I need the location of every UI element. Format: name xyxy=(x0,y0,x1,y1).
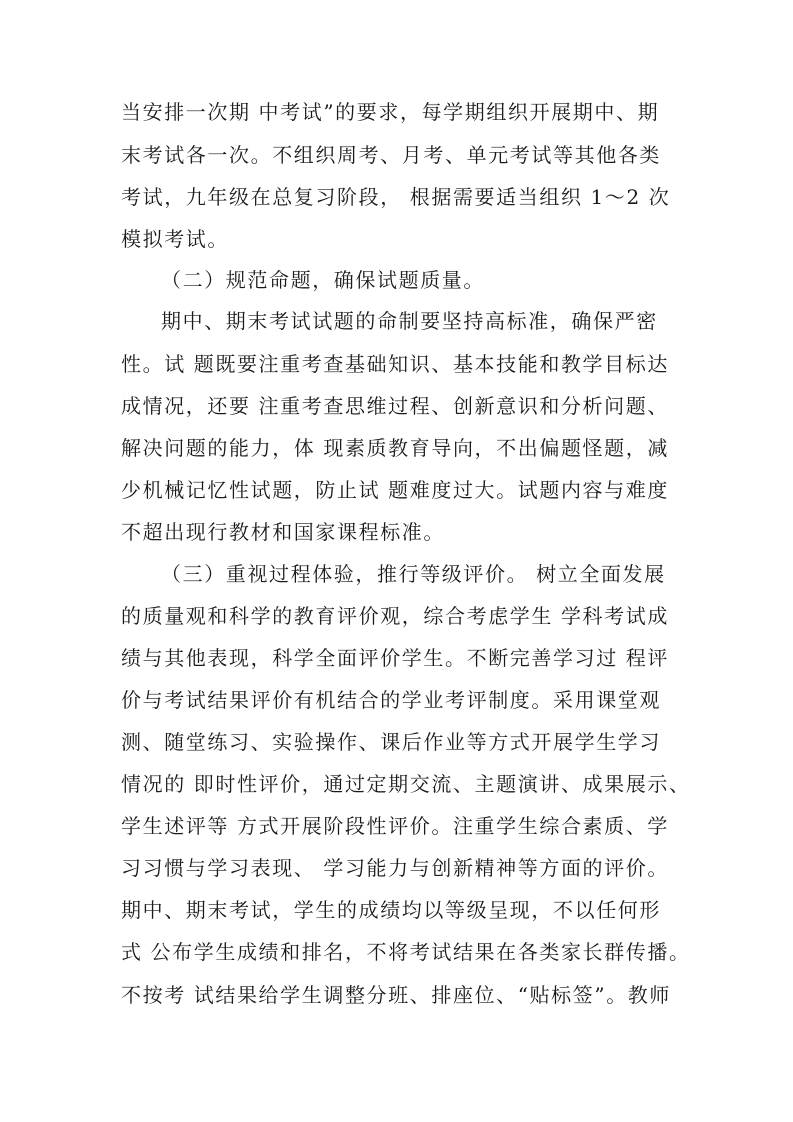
body-text-line: 末考试各一次。不组织周考、月考、单元考试等其他各类 xyxy=(121,143,661,167)
body-text-line: 当安排一次期 中考试”的要求，每学期组织开展期中、期 xyxy=(121,100,660,124)
body-text-line: 期中、期末考试，学生的成绩均以等级呈现，不以任何形 xyxy=(121,898,661,922)
body-text-line: 学生述评等 方式开展阶段性评价。注重学生综合素质、学 xyxy=(121,814,669,838)
body-text-line: 模拟考试。 xyxy=(121,227,229,251)
body-text-line: 解决问题的能力，体 现素质教育导向，不出偏题怪题，减 xyxy=(121,436,669,460)
body-text-line: 性。试 题既要注重考查基础知识、基本技能和教学目标达 xyxy=(121,352,669,376)
body-text-line: 绩与其他表现，科学全面评价学生。不断完善学习过 程评 xyxy=(121,646,669,670)
section-heading: （三）重视过程体验，推行等级评价。 树立全面发展 xyxy=(161,562,666,586)
body-text-line: 习习惯与学习表现、 学习能力与创新精神等方面的评价。 xyxy=(121,856,669,880)
body-text-line: 期中、期末考试试题的命制要坚持高标准，确保严密 xyxy=(161,309,658,333)
body-text-line: 测、随堂练习、实验操作、课后作业等方式开展学生学习 xyxy=(121,730,661,754)
body-text-line: 不按考 试结果给学生调整分班、排座位、“贴标签”。教师 xyxy=(121,983,672,1007)
body-text-line: 不超出现行教材和国家课程标准。 xyxy=(121,520,445,544)
body-text-line: 少机械记忆性试题，防止试 题难度过大。试题内容与难度 xyxy=(121,478,669,502)
body-text-line: 情况的 即时性评价，通过定期交流、主题演讲、成果展示、 xyxy=(121,772,691,796)
body-text-line: 成情况，还要 注重考查思维过程、创新意识和分析问题、 xyxy=(121,394,669,418)
body-text-line: 考试，九年级在总复习阶段， 根据需要适当组织 1～2 次 xyxy=(121,185,671,209)
body-text-line: 价与考试结果评价有机结合的学业考评制度。采用课堂观 xyxy=(121,688,661,712)
body-text-line: 的质量观和科学的教育评价观，综合考虑学生 学科考试成 xyxy=(121,604,669,628)
section-heading: （二）规范命题，确保试题质量。 xyxy=(161,268,485,292)
body-text-line: 式 公布学生成绩和排名，不将考试结果在各类家长群传播。 xyxy=(121,940,691,964)
